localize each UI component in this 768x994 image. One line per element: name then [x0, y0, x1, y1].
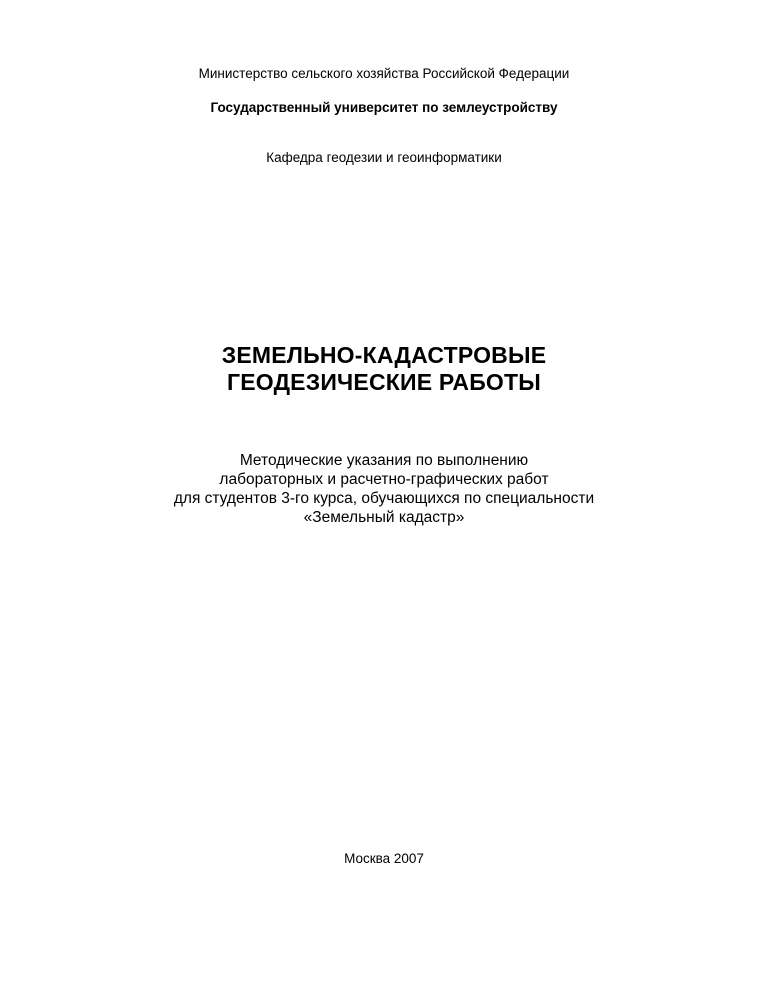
document-title	[0, 342, 768, 396]
department-name: Кафедра геодезии и геоинформатики	[266, 150, 502, 165]
subtitle-line-4: «Земельный кадастр»	[303, 509, 465, 526]
ministry-name: Министерство сельского хозяйства Российской Федерации	[198, 66, 570, 81]
university-name: Государственный университет по землеустройству	[210, 100, 558, 115]
city-year: Москва 2007	[344, 851, 424, 866]
document-subtitle	[0, 451, 768, 527]
subtitle-line-1: Методические указания по выполнению	[239, 452, 529, 469]
subtitle-line-2: лабораторных и расчетно-графических работ	[219, 471, 549, 488]
title-line-1: ЗЕМЕЛЬНО-КАДАСТРОВЫЕ	[221, 342, 547, 368]
subtitle-line-3: для студентов 3-го курса, обучающихся по специальности	[173, 490, 595, 507]
title-line-2: ГЕОДЕЗИЧЕСКИЕ РАБОТЫ	[227, 369, 541, 395]
